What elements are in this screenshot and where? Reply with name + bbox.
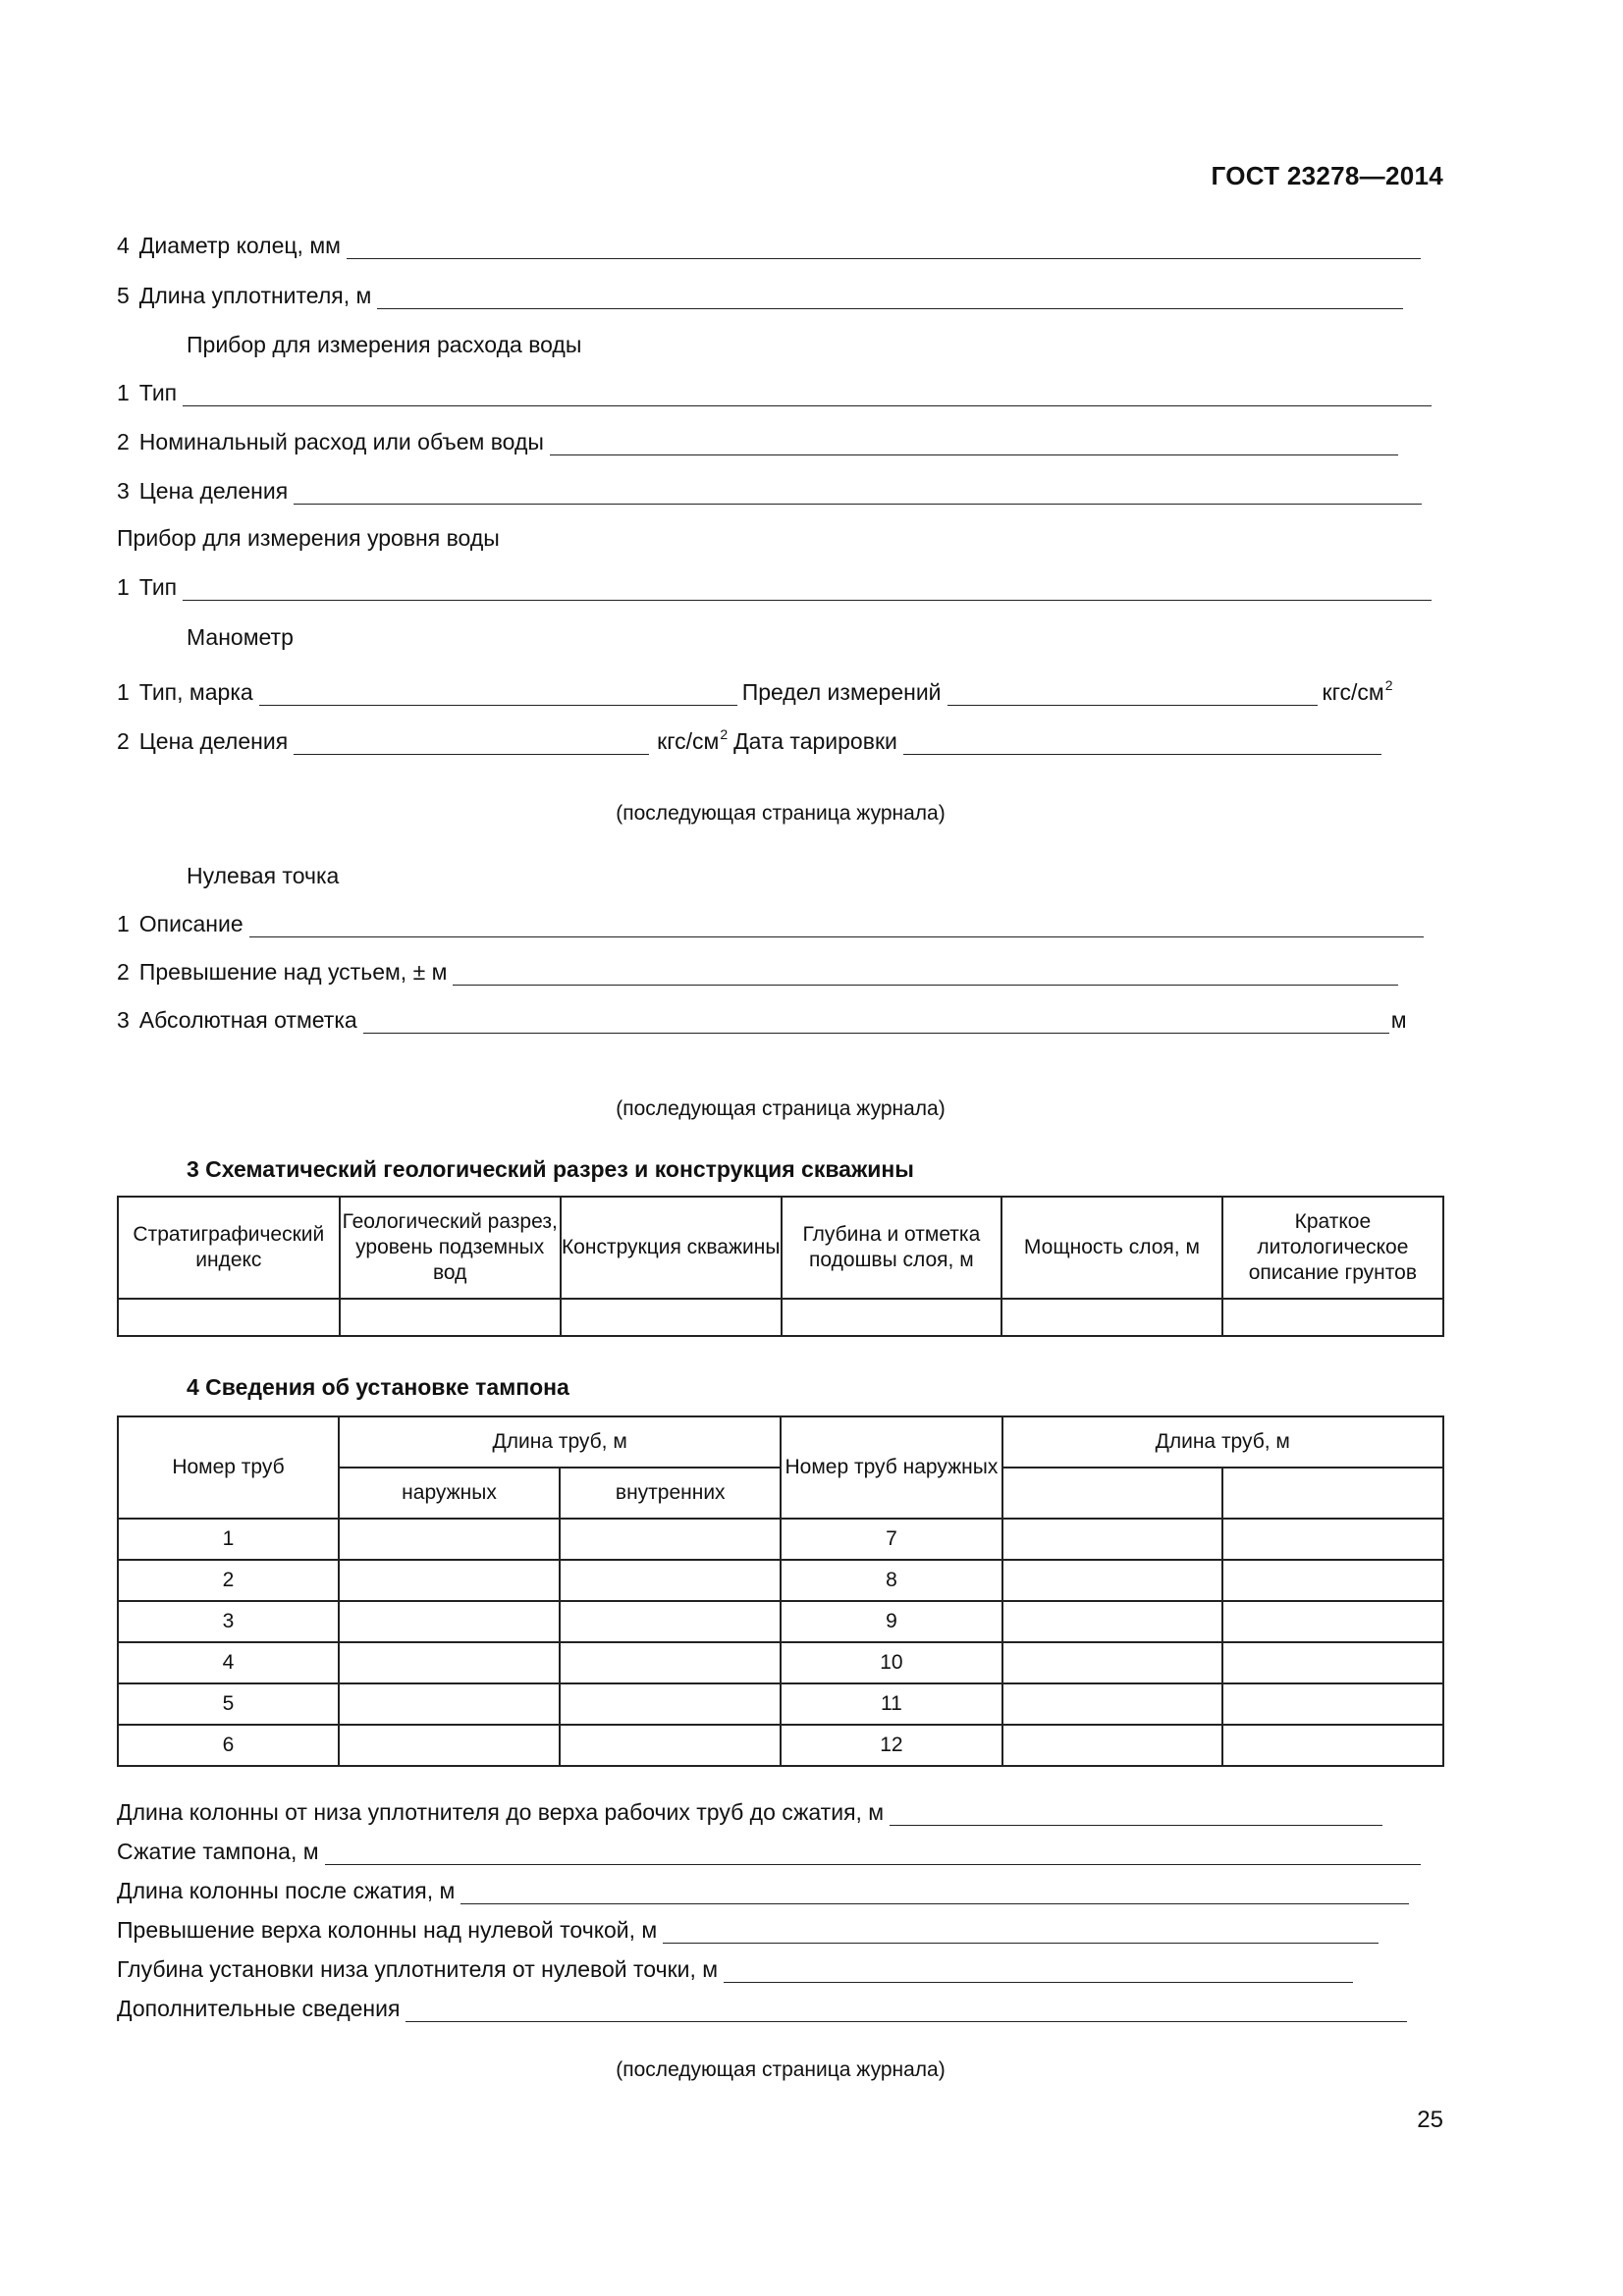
- unit-kgf-cm2: кгс/$см^2$: [1322, 677, 1393, 705]
- seal-depth-label: Глубина установки низа уплотнителя от нулевой точки, м: [117, 1956, 719, 1982]
- absolute-mark-unit: м: [1390, 1007, 1407, 1033]
- pipe-number-cell: 3: [118, 1601, 339, 1642]
- tampon-compression-line: [117, 1838, 1421, 1865]
- table-cell[interactable]: [1222, 1642, 1443, 1683]
- manometer-type-label: Тип, марка: [138, 679, 253, 705]
- header-pipe-length-2: Длина труб, м: [1002, 1416, 1443, 1468]
- measure-limit-label: Предел измерений: [741, 679, 942, 705]
- ring-diameter-field[interactable]: [347, 235, 1421, 259]
- header-litho-desc: Краткое литологическое описание грунтов: [1222, 1197, 1443, 1299]
- next-page-note: (последующая страница журнала): [616, 1097, 946, 1120]
- zero-point-desc-label: Описание: [138, 911, 243, 936]
- table-cell[interactable]: [1002, 1519, 1223, 1560]
- header-strat-index: Стратиграфический индекс: [118, 1197, 340, 1299]
- water-level-type-label: Тип: [138, 574, 178, 600]
- column-length-before-line: [117, 1798, 1382, 1826]
- seal-length-field[interactable]: [377, 285, 1403, 309]
- item-number: 2: [117, 429, 130, 454]
- table-row: [118, 1725, 1443, 1766]
- item-number: 5: [117, 283, 130, 308]
- table-row: [118, 1519, 1443, 1560]
- table-cell[interactable]: [560, 1519, 781, 1560]
- table-cell[interactable]: [1002, 1725, 1223, 1766]
- item-number: 2: [117, 728, 130, 754]
- exceed-mouth-field[interactable]: [453, 961, 1398, 986]
- pipe-number-cell: 9: [781, 1601, 1001, 1642]
- table-cell[interactable]: [1222, 1468, 1443, 1519]
- table-cell[interactable]: [560, 1683, 781, 1725]
- exceed-mouth-line: [117, 958, 1398, 986]
- ring-diameter-line: [117, 232, 1421, 259]
- item-number: 1: [117, 574, 130, 600]
- table-cell[interactable]: [1001, 1299, 1222, 1336]
- unit-kgf-cm2: кгс/$см^2$: [657, 726, 729, 754]
- ring-diameter-label: Диаметр колец, мм: [138, 233, 341, 258]
- page-number: 25: [1417, 2107, 1443, 2133]
- water-flow-division-label: Цена деления: [138, 478, 289, 504]
- tampon-compression-field[interactable]: [325, 1841, 1421, 1865]
- header-depth-mark: Глубина и отметка подошвы слоя, м: [782, 1197, 1002, 1299]
- tampon-compression-label: Сжатие тампона, м: [117, 1839, 319, 1864]
- extra-info-line: [117, 1995, 1407, 2022]
- table-cell[interactable]: [1002, 1601, 1223, 1642]
- nominal-flow-label: Номинальный расход или объем воды: [138, 429, 544, 454]
- nominal-flow-line: [117, 428, 1398, 455]
- header-geo-section: Геологический разрез, уровень подземных вод: [340, 1197, 561, 1299]
- table-cell[interactable]: [339, 1642, 560, 1683]
- calibration-date-field[interactable]: [903, 730, 1381, 755]
- table-cell[interactable]: [339, 1725, 560, 1766]
- section4-title: 4 Сведения об установке тампона: [187, 1374, 569, 1400]
- item-number: 3: [117, 1007, 130, 1033]
- table-cell[interactable]: [560, 1601, 781, 1642]
- measure-limit-field[interactable]: [947, 681, 1318, 706]
- absolute-mark-line: [117, 1006, 1407, 1034]
- manometer-type-line: [117, 671, 1393, 706]
- pipe-number-cell: 10: [781, 1642, 1001, 1683]
- water-flow-title: Прибор для измерения расхода воды: [187, 332, 582, 357]
- item-number: 1: [117, 380, 130, 405]
- table-cell[interactable]: [339, 1560, 560, 1601]
- table-header-row: [118, 1416, 1443, 1468]
- seal-length-label: Длина уплотнителя, м: [138, 283, 372, 308]
- table-cell[interactable]: [1222, 1683, 1443, 1725]
- water-level-title: Прибор для измерения уровня воды: [117, 525, 500, 551]
- column-length-after-label: Длина колонны после сжатия, м: [117, 1878, 456, 1903]
- column-top-exceed-line: [117, 1916, 1379, 1944]
- absolute-mark-field[interactable]: [363, 1009, 1389, 1034]
- table-row: [118, 1601, 1443, 1642]
- manometer-division-line: [117, 721, 1381, 755]
- table-header-row: [118, 1197, 1443, 1299]
- column-length-before-field[interactable]: [890, 1801, 1382, 1826]
- table-cell[interactable]: [1222, 1601, 1443, 1642]
- header-layer-thickness: Мощность слоя, м: [1001, 1197, 1222, 1299]
- table-cell[interactable]: [1222, 1725, 1443, 1766]
- column-top-exceed-label: Превышение верха колонны над нулевой точкой, м: [117, 1917, 658, 1943]
- document-code-header: ГОСТ 23278—2014: [1211, 161, 1443, 190]
- header-pipe-length: Длина труб, м: [339, 1416, 781, 1468]
- item-number: 3: [117, 478, 130, 504]
- section3-title: 3 Схематический геологический разрез и конструкция скважины: [187, 1156, 914, 1182]
- table-cell[interactable]: [339, 1519, 560, 1560]
- table-cell[interactable]: [1002, 1683, 1223, 1725]
- table-cell[interactable]: [1002, 1468, 1223, 1519]
- zero-point-title: Нулевая точка: [187, 863, 340, 888]
- item-number: 1: [117, 911, 130, 936]
- table-cell[interactable]: [560, 1560, 781, 1601]
- column-length-after-line: [117, 1877, 1409, 1904]
- next-page-note: (последующая страница журнала): [616, 802, 946, 825]
- table-cell[interactable]: [560, 1725, 781, 1766]
- tampon-table: [117, 1415, 1444, 1767]
- extra-info-label: Дополнительные сведения: [117, 1996, 401, 2021]
- geological-section-table: [117, 1196, 1444, 1337]
- item-number: 2: [117, 959, 130, 985]
- pipe-number-cell: 11: [781, 1683, 1001, 1725]
- water-level-type-field[interactable]: [183, 576, 1432, 601]
- manometer-division-field[interactable]: [294, 730, 649, 755]
- table-cell[interactable]: [339, 1601, 560, 1642]
- pipe-number-cell: 5: [118, 1683, 339, 1725]
- water-flow-division-field[interactable]: [294, 480, 1422, 505]
- extra-info-field[interactable]: [406, 1998, 1407, 2022]
- table-row: [118, 1560, 1443, 1601]
- table-cell[interactable]: [339, 1683, 560, 1725]
- pipe-number-cell: 7: [781, 1519, 1001, 1560]
- pipe-number-cell: 12: [781, 1725, 1001, 1766]
- header-well-design: Конструкция скважины: [561, 1197, 782, 1299]
- column-top-exceed-field[interactable]: [663, 1919, 1379, 1944]
- pipe-number-cell: 4: [118, 1642, 339, 1683]
- table-cell[interactable]: [1222, 1519, 1443, 1560]
- header-outer: наружных: [339, 1468, 560, 1519]
- table-row: [118, 1683, 1443, 1725]
- water-level-type-line: [117, 573, 1432, 601]
- pipe-number-cell: 1: [118, 1519, 339, 1560]
- table-cell[interactable]: [1002, 1642, 1223, 1683]
- exceed-mouth-label: Превышение над устьем, ± м: [138, 959, 448, 985]
- water-flow-type-line: [117, 379, 1432, 406]
- header-pipe-number: Номер труб: [118, 1416, 339, 1519]
- manometer-type-field[interactable]: [259, 681, 737, 706]
- seal-length-line: [117, 282, 1403, 309]
- manometer-title: Манометр: [187, 624, 294, 650]
- table-cell[interactable]: [1222, 1299, 1443, 1336]
- calibration-date-label: Дата тарировки: [733, 728, 897, 754]
- pipe-number-cell: 8: [781, 1560, 1001, 1601]
- next-page-note: (последующая страница журнала): [616, 2058, 946, 2081]
- table-cell[interactable]: [118, 1299, 340, 1336]
- table-cell[interactable]: [1002, 1560, 1223, 1601]
- zero-point-desc-field[interactable]: [249, 913, 1424, 937]
- table-cell[interactable]: [1222, 1560, 1443, 1601]
- table-row: [118, 1299, 1443, 1336]
- table-cell[interactable]: [340, 1299, 561, 1336]
- table-cell[interactable]: [782, 1299, 1002, 1336]
- water-flow-type-label: Тип: [138, 380, 178, 405]
- pipe-number-cell: 2: [118, 1560, 339, 1601]
- seal-depth-line: [117, 1955, 1353, 1983]
- table-row: [118, 1642, 1443, 1683]
- table-cell[interactable]: [561, 1299, 782, 1336]
- zero-point-desc-line: [117, 910, 1424, 937]
- item-number: 4: [117, 233, 130, 258]
- water-flow-division-line: [117, 477, 1422, 505]
- absolute-mark-label: Абсолютная отметка: [138, 1007, 357, 1033]
- item-number: 1: [117, 679, 130, 705]
- header-inner: внутренних: [560, 1468, 781, 1519]
- pipe-number-cell: 6: [118, 1725, 339, 1766]
- seal-depth-field[interactable]: [724, 1958, 1353, 1983]
- column-length-before-label: Длина колонны от низа уплотнителя до верха рабочих труб до сжатия, м: [117, 1799, 885, 1825]
- manometer-division-label: Цена деления: [138, 728, 289, 754]
- table-cell[interactable]: [560, 1642, 781, 1683]
- water-flow-type-field[interactable]: [183, 382, 1432, 406]
- header-pipe-number-outer: Номер труб наружных: [781, 1416, 1001, 1519]
- column-length-after-field[interactable]: [460, 1880, 1409, 1904]
- nominal-flow-field[interactable]: [550, 431, 1398, 455]
